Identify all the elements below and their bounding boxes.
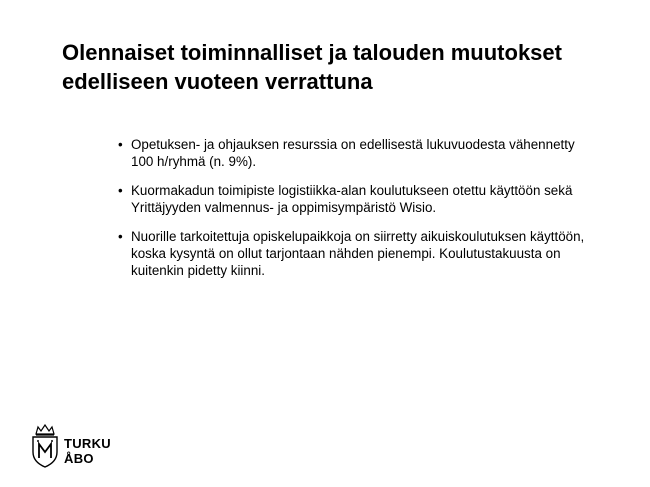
turku-crest-icon [30, 424, 60, 468]
logo-line-abo: ÅBO [64, 451, 94, 466]
bullet-list [118, 136, 598, 291]
slide-title: Olennaiset toiminnalliset ja talouden muutokset edelliseen vuoteen verrattuna [62, 40, 562, 94]
bullet-item: • Nuorille tarkoitettuja opiskelupaikkoja on siirretty aikuiskoulutuksen käyttöön, koska kysyntä on ollut tarjontaan nähden pienempi. Koulutustakuusta on kuitenkin pidetty kiinni. [118, 228, 598, 279]
logo-wordmark [64, 436, 111, 466]
bullet-item: • Opetuksen- ja ohjauksen resurssia on edellisestä lukuvuodesta vähennetty 100 h/ryhmä (n. 9%). [118, 136, 598, 170]
logo-line-turku: TURKU [64, 436, 111, 451]
turku-logo [30, 424, 130, 468]
bullet-item: • Kuormakadun toimipiste logistiikka-alan koulutukseen otettu käyttöön sekä Yrittäjyyden valmennus- ja oppimisympäristö Wisio. [118, 182, 598, 216]
